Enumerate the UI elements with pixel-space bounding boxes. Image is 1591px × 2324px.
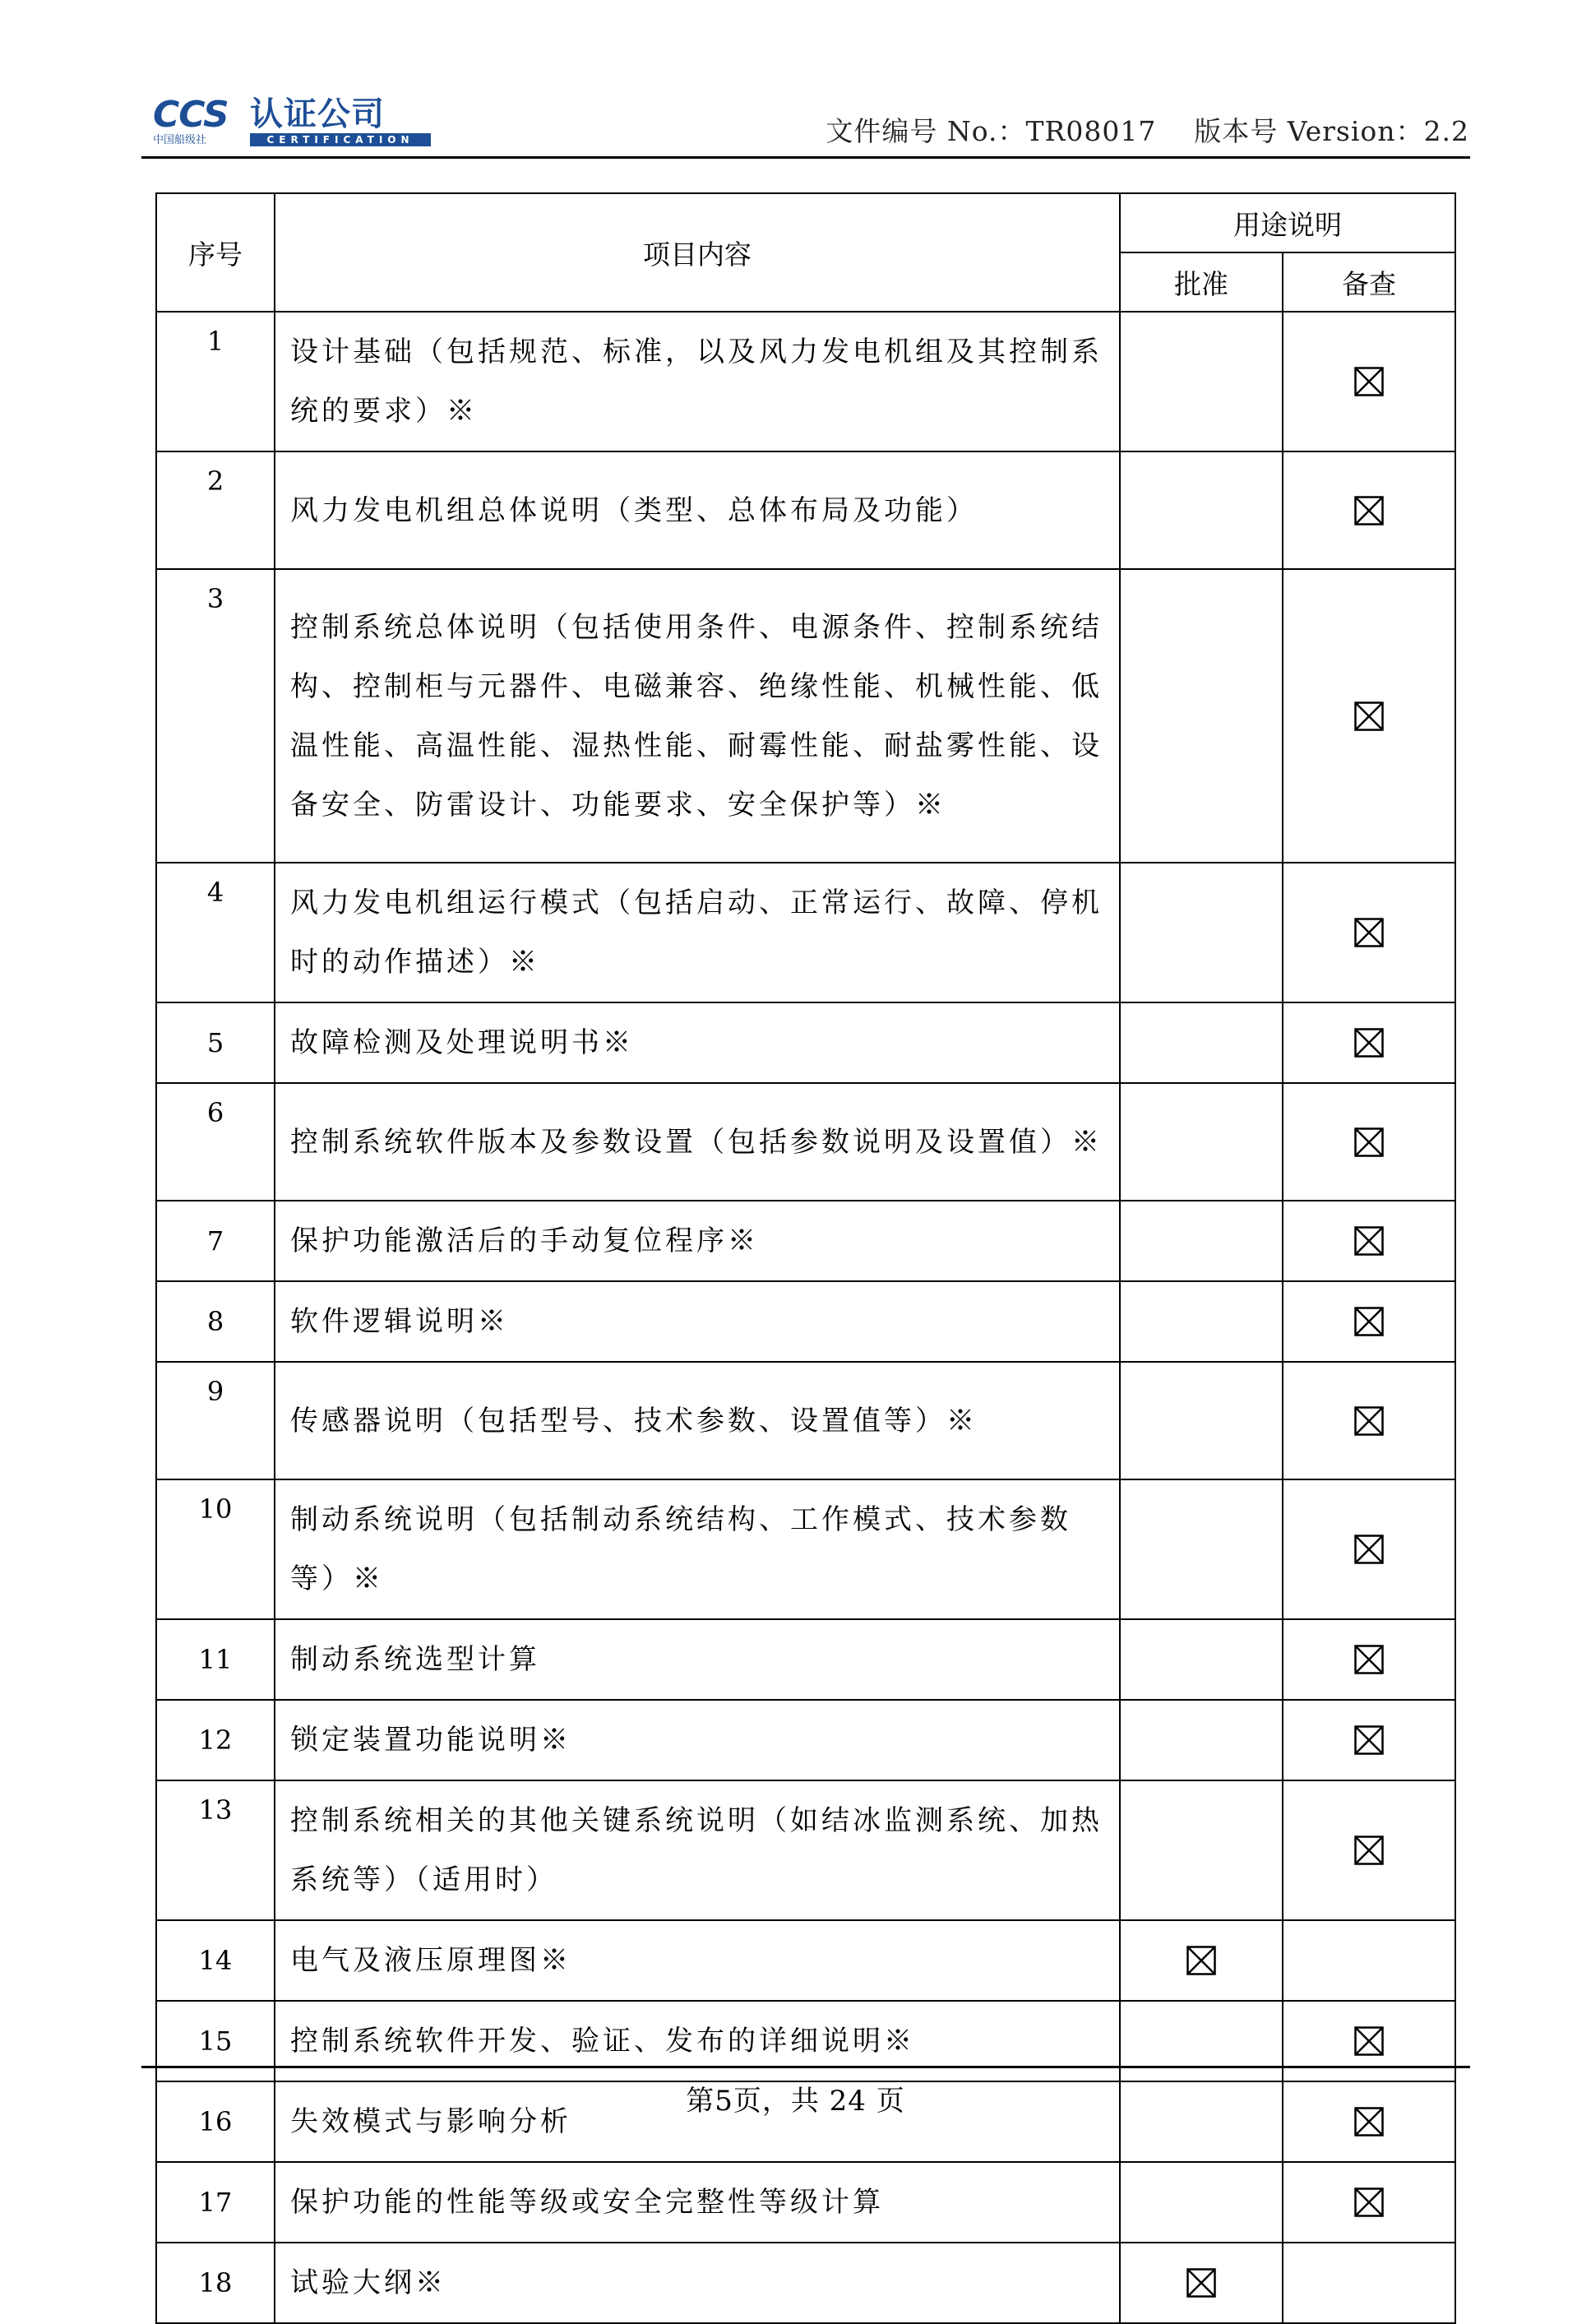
- approve-cell: [1120, 2243, 1283, 2323]
- reference-cell: [1283, 569, 1455, 863]
- approve-cell: [1120, 1362, 1283, 1479]
- row-number: 14: [198, 1945, 233, 1976]
- table-row: [156, 1780, 1455, 1920]
- row-number-cell: [156, 1780, 275, 1920]
- header-approve: 批准: [1120, 252, 1283, 312]
- reference-cell: [1283, 1780, 1455, 1920]
- approve-cell: [1120, 1920, 1283, 2001]
- row-number: 4: [206, 877, 224, 908]
- checked-box-icon: [1354, 1725, 1384, 1755]
- checked-box-icon: [1186, 1946, 1216, 1975]
- table-row: [156, 863, 1455, 1002]
- approve-cell: [1120, 1281, 1283, 1362]
- approve-cell: [1120, 1700, 1283, 1780]
- row-number: 16: [198, 2106, 233, 2137]
- document-version: 版本号 Version：2.2: [1194, 115, 1469, 147]
- row-number-cell: [156, 312, 275, 451]
- row-number-cell: [156, 1083, 275, 1201]
- checked-box-icon: [1354, 1028, 1384, 1058]
- table-row: [156, 1479, 1455, 1619]
- row-number-cell: [156, 2162, 275, 2243]
- row-number-cell: [156, 569, 275, 863]
- approve-cell: [1120, 2001, 1283, 2081]
- footer-rule: [141, 2066, 1470, 2068]
- row-number: 11: [198, 1644, 233, 1675]
- row-item: 电气及液压原理图※: [275, 1920, 1120, 2001]
- document-list-table: [155, 192, 1456, 2324]
- checked-box-icon: [1354, 2026, 1384, 2056]
- approve-cell: [1120, 1479, 1283, 1619]
- checked-box-icon: [1354, 918, 1384, 947]
- checked-box-icon: [1354, 1535, 1384, 1564]
- row-number: 3: [206, 583, 224, 614]
- row-number: 10: [198, 1493, 233, 1525]
- row-number: 8: [206, 1306, 224, 1337]
- row-item: 软件逻辑说明※: [275, 1281, 1120, 1362]
- header-use: 用途说明: [1120, 193, 1455, 252]
- header-reference: 备查: [1283, 252, 1455, 312]
- table-row: [156, 312, 1455, 451]
- logo-name: 认证公司: [250, 95, 385, 133]
- approve-cell: [1120, 1619, 1283, 1700]
- checked-box-icon: [1354, 1406, 1384, 1436]
- row-number: 1: [206, 326, 224, 357]
- row-item: 试验大纲※: [275, 2243, 1120, 2323]
- reference-cell: [1283, 1362, 1455, 1479]
- reference-cell: [1283, 2162, 1455, 2243]
- page-number: 第5页，共 24 页: [686, 2085, 905, 2118]
- table-row: [156, 1700, 1455, 1780]
- company-logo: [153, 94, 441, 148]
- logo-bar: CERTIFICATION: [250, 133, 431, 146]
- row-number: 2: [206, 465, 224, 497]
- approve-cell: [1120, 312, 1283, 451]
- reference-cell: [1283, 1281, 1455, 1362]
- row-number: 9: [206, 1376, 224, 1407]
- reference-cell: [1283, 451, 1455, 569]
- approve-cell: [1120, 863, 1283, 1002]
- row-item: 锁定装置功能说明※: [275, 1700, 1120, 1780]
- table-row: [156, 1619, 1455, 1700]
- row-item: 制动系统说明（包括制动系统结构、工作模式、技术参数等）※: [275, 1479, 1120, 1619]
- row-item: 风力发电机组运行模式（包括启动、正常运行、故障、停机时的动作描述）※: [275, 863, 1120, 1002]
- row-item: 制动系统选型计算: [275, 1619, 1120, 1700]
- row-number: 18: [198, 2267, 233, 2299]
- row-item: 控制系统软件开发、验证、发布的详细说明※: [275, 2001, 1120, 2081]
- row-number: 12: [198, 1724, 233, 1756]
- checked-box-icon: [1354, 496, 1384, 525]
- reference-cell: [1283, 2001, 1455, 2081]
- row-item: 故障检测及处理说明书※: [275, 1002, 1120, 1083]
- approve-cell: [1120, 451, 1283, 569]
- logo-mark: CCS: [153, 94, 229, 136]
- reference-cell: [1283, 1479, 1455, 1619]
- row-item: 控制系统总体说明（包括使用条件、电源条件、控制系统结构、控制柜与元器件、电磁兼容、绝缘性能、机械性能、低温性能、高温性能、湿热性能、耐霉性能、耐盐雾性能、设备安全、防雷设计、功能要求、安全保护等）※: [275, 569, 1120, 863]
- row-number-cell: [156, 1619, 275, 1700]
- row-item: 控制系统相关的其他关键系统说明（如结冰监测系统、加热系统等）（适用时）: [275, 1780, 1120, 1920]
- approve-cell: [1120, 1780, 1283, 1920]
- reference-cell: [1283, 1002, 1455, 1083]
- row-number: 17: [198, 2187, 233, 2218]
- checked-box-icon: [1186, 2268, 1216, 2298]
- row-item: 传感器说明（包括型号、技术参数、设置值等）※: [275, 1362, 1120, 1479]
- approve-cell: [1120, 1083, 1283, 1201]
- document-meta: [826, 115, 1469, 148]
- reference-cell: [1283, 1201, 1455, 1281]
- row-item: 风力发电机组总体说明（类型、总体布局及功能）: [275, 451, 1120, 569]
- row-number-cell: [156, 2243, 275, 2323]
- checked-box-icon: [1354, 2187, 1384, 2217]
- checked-box-icon: [1354, 1645, 1384, 1674]
- row-number-cell: [156, 1362, 275, 1479]
- row-item: 保护功能的性能等级或安全完整性等级计算: [275, 2162, 1120, 2243]
- document-number: 文件编号 No.：TR08017: [826, 115, 1157, 147]
- row-number: 15: [198, 2025, 233, 2057]
- logo-sub-cn: 中国船级社: [153, 134, 207, 146]
- table-row: [156, 1362, 1455, 1479]
- row-item: 控制系统软件版本及参数设置（包括参数说明及设置值）※: [275, 1083, 1120, 1201]
- table-row: [156, 1920, 1455, 2001]
- checked-box-icon: [1354, 1226, 1384, 1256]
- table-row: [156, 1201, 1455, 1281]
- row-number-cell: [156, 1700, 275, 1780]
- reference-cell: [1283, 2243, 1455, 2323]
- checked-box-icon: [1354, 1307, 1384, 1336]
- header-no: 序号: [156, 193, 275, 312]
- approve-cell: [1120, 1002, 1283, 1083]
- reference-cell: [1283, 312, 1455, 451]
- table-row: [156, 1281, 1455, 1362]
- table-row: [156, 2001, 1455, 2081]
- reference-cell: [1283, 863, 1455, 1002]
- checked-box-icon: [1354, 1127, 1384, 1157]
- table-row: [156, 569, 1455, 863]
- approve-cell: [1120, 569, 1283, 863]
- reference-cell: [1283, 1083, 1455, 1201]
- reference-cell: [1283, 1920, 1455, 2001]
- row-number: 6: [206, 1097, 224, 1128]
- reference-cell: [1283, 1619, 1455, 1700]
- row-number-cell: [156, 863, 275, 1002]
- table-row: [156, 1083, 1455, 1201]
- row-number: 13: [198, 1794, 233, 1826]
- approve-cell: [1120, 1201, 1283, 1281]
- row-number-cell: [156, 2001, 275, 2081]
- checked-box-icon: [1354, 1836, 1384, 1865]
- checked-box-icon: [1354, 701, 1384, 731]
- row-number-cell: [156, 1281, 275, 1362]
- row-item: 失效模式与影响分析: [275, 2081, 1120, 2162]
- approve-cell: [1120, 2162, 1283, 2243]
- row-number-cell: [156, 451, 275, 569]
- row-item: 保护功能激活后的手动复位程序※: [275, 1201, 1120, 1281]
- table-row: [156, 1002, 1455, 1083]
- row-item: 设计基础（包括规范、标准，以及风力发电机组及其控制系统的要求）※: [275, 312, 1120, 451]
- checked-box-icon: [1354, 367, 1384, 396]
- row-number: 7: [206, 1225, 224, 1257]
- row-number-cell: [156, 1201, 275, 1281]
- reference-cell: [1283, 1700, 1455, 1780]
- row-number-cell: [156, 1920, 275, 2001]
- header-item: 项目内容: [275, 193, 1120, 312]
- row-number-cell: [156, 1002, 275, 1083]
- table-row: [156, 2162, 1455, 2243]
- table-row: [156, 451, 1455, 569]
- row-number: 5: [206, 1027, 224, 1058]
- table-row: [156, 2243, 1455, 2323]
- row-number-cell: [156, 1479, 275, 1619]
- header-rule: [141, 156, 1470, 159]
